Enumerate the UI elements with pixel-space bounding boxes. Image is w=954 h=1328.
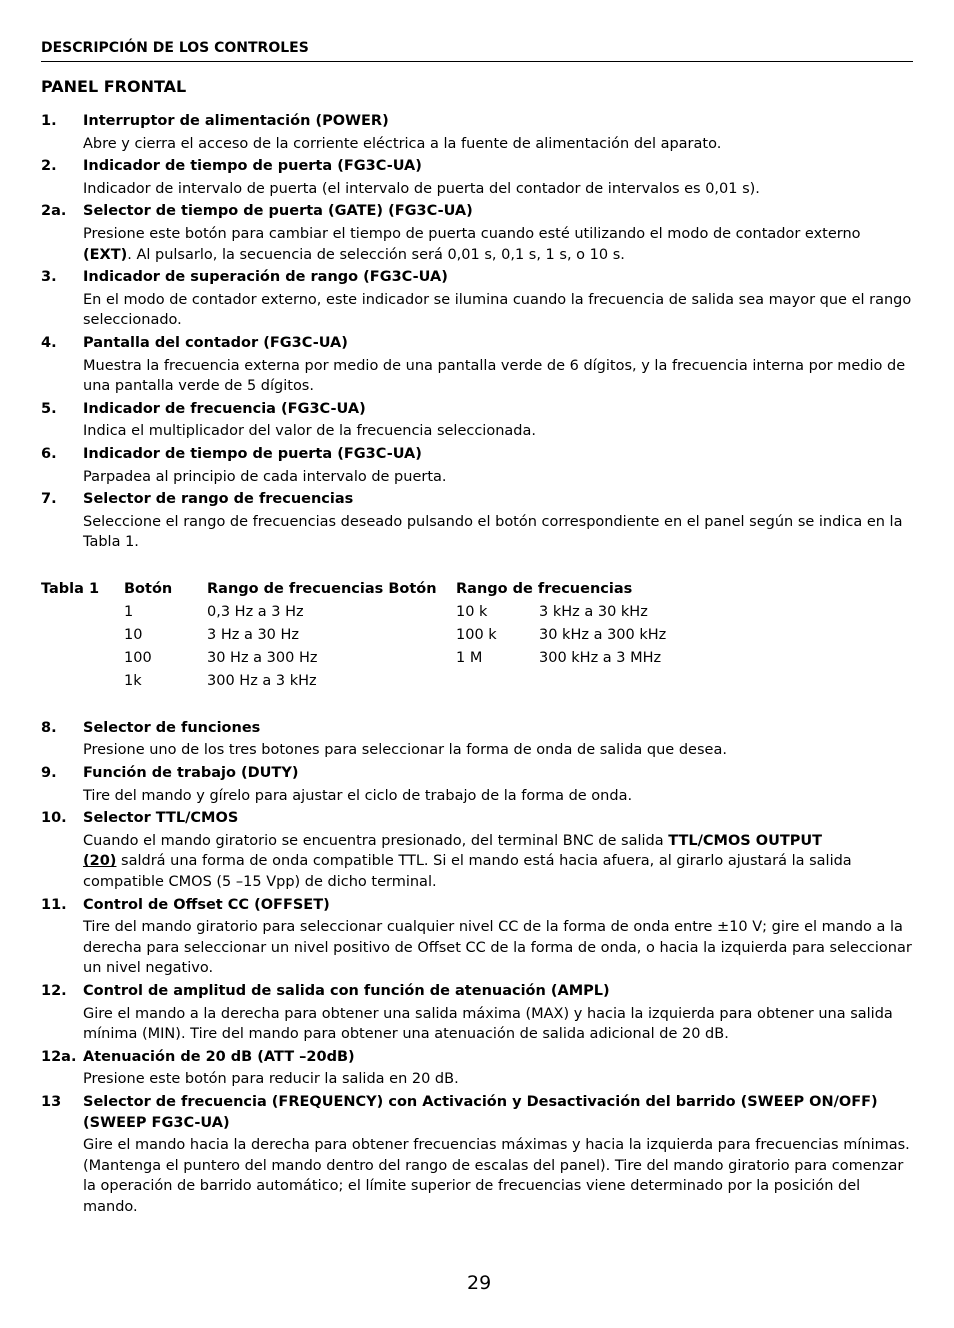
list-item-10 [41,808,913,894]
list-item-12a [41,1047,913,1092]
table-cell: 30 kHz a 300 kHz [539,626,667,643]
item-heading: Interruptor de alimentación (POWER) [83,113,389,129]
item-number: 2a. [41,203,67,220]
table-cell: 300 kHz a 3 MHz [539,649,662,666]
page-number: 29 [467,1272,492,1294]
desc-bold-text: (EXT) [83,246,128,263]
item-description: Abre y cierra el acceso de la corriente eléctrica a la fuente de alimentación del aparato. [83,135,722,152]
item-heading: Control de Offset CC (OFFSET) [83,896,330,913]
table-cell: 3 Hz a 30 Hz [207,626,300,643]
item-number: 7. [41,491,57,508]
desc-reference: (20) [83,853,117,870]
desc-text: . Al pulsarlo, la secuencia de selección será 0,01 s, 0,1 s, 1 s, o 10 s. [127,246,625,263]
table-cell: 1 [124,603,134,620]
item-heading: Pantalla del contador (FG3C-UA) [83,334,348,351]
table-cell: 1 M [456,649,483,666]
item-heading: Selector de rango de frecuencias [83,491,354,508]
list-item-5 [41,399,913,444]
table-header-range: Rango de frecuencias [456,580,633,597]
table-cell: 100 [124,649,152,666]
desc-text: saldrá una forma de onda compatible TTL. Si el mando está hacia afuera, al girarlo ajustará la salida compatible CMOS (5 –15 Vpp) de dicho terminal. [83,853,852,891]
item-number: 11. [41,896,67,913]
desc-bold-text: TTL/CMOS OUTPUT [668,832,823,849]
desc-text: Presione este botón para cambiar el tiempo de puerta cuando esté utilizando el modo de contador externo [83,225,861,242]
list-item-2 [41,156,913,201]
table-header-button: Botón [124,580,173,597]
item-heading: Indicador de superación de rango (FG3C-UA) [83,269,448,286]
list-item-13 [41,1092,913,1220]
list-item-8 [41,718,913,763]
table-cell: 300 Hz a 3 kHz [207,672,317,689]
list-item-1 [41,111,913,156]
item-description: Tire del mando giratorio para seleccionar cualquier nivel CC de la forma de onda entre ±10 V; gire el mando a la derecha para seleccionar un nivel positivo de Offset CC de la forma de onda, o hacia la izquierda para seleccionar un nivel negativo. [83,919,912,977]
item-number: 4. [41,334,57,351]
item-number: 8. [41,719,57,736]
item-description: Gire el mando hacia la derecha para obtener frecuencias máximas y hacia la izquierda para frecuencias mínimas. (Mantenga el puntero del mando dentro del rango de escalas del panel). Tire del mando giratorio para comenzar la operación de barrido automático; el límite superior de frecuencias viene determinado por la posición del mando. [83,1137,910,1215]
list-item-6 [41,444,913,489]
item-description: Muestra la frecuencia externa por medio de una pantalla verde de 6 dígitos, y la frecuencia interna por medio de una pantalla verde de 5 dígitos. [83,357,906,395]
item-number: 1. [41,113,57,129]
item-number: 6. [41,445,57,462]
item-description [83,222,913,267]
item-number: 10. [41,810,67,827]
item-heading: Selector de frecuencia (FREQUENCY) con Activación y Desactivación del barrido (SWEEP ON/OFF) (SWEEP FG3C-UA) [83,1093,878,1131]
item-heading: Selector de funciones [83,719,261,736]
list-item-2a [41,201,913,267]
item-description: Seleccione el rango de frecuencias deseado pulsando el botón correspondiente en el panel según se indica en la Tabla 1. [83,513,903,551]
table-cell: 0,3 Hz a 3 Hz [207,603,304,620]
section-header: DESCRIPCIÓN DE LOS CONTROLES [41,39,913,62]
item-heading: Control de amplitud de salida con función de atenuación (AMPL) [83,983,610,999]
list-item-11 [41,895,913,981]
controls-list [41,111,913,1220]
item-heading: Selector TTL/CMOS [83,810,239,827]
desc-text: Cuando el mando giratorio se encuentra presionado, del terminal BNC de salida [83,832,669,849]
item-number: 3. [41,269,57,286]
table-cell: 3 kHz a 30 kHz [539,603,648,620]
item-description: En el modo de contador externo, este indicador se ilumina cuando la frecuencia de salida sea mayor que el rango seleccionado. [83,291,912,329]
list-item-3 [41,267,913,333]
table-cell: 1k [124,672,142,689]
item-heading: Selector de tiempo de puerta (GATE) (FG3C-UA) [83,203,473,220]
panel-title: PANEL FRONTAL [41,77,187,96]
item-number: 5. [41,400,57,417]
item-description: Presione este botón para reducir la salida en 20 dB. [83,1071,459,1088]
table-label: Tabla 1 [41,580,100,597]
item-description: Gire el mando a la derecha para obtener una salida máxima (MAX) y hacia la izquierda para obtener una salida mínima (MIN). Tire del mando para obtener una atenuación de salida adicional de 20 dB. [83,1005,893,1043]
table-cell: 100 k [456,626,497,643]
frequency-range-table [41,579,913,694]
item-heading: Indicador de tiempo de puerta (FG3C-UA) [83,158,422,175]
table-header-range-button: Rango de frecuencias Botón [207,580,437,597]
item-description: Parpadea al principio de cada intervalo de puerta. [83,468,447,485]
item-number: 12a. [41,1048,77,1065]
item-heading: Función de trabajo (DUTY) [83,765,299,782]
list-item-7 [41,489,913,555]
item-description: Indicador de intervalo de puerta (el intervalo de puerta del contador de intervalos es 0,01 s). [83,180,760,197]
item-number: 2. [41,158,57,175]
item-description: Presione uno de los tres botones para seleccionar la forma de onda de salida que desea. [83,742,727,759]
item-number: 13 [41,1093,62,1110]
table-cell: 30 Hz a 300 Hz [207,649,318,666]
item-heading: Atenuación de 20 dB (ATT –20dB) [83,1048,355,1065]
item-number: 12. [41,983,67,999]
item-description: Indica el multiplicador del valor de la frecuencia seleccionada. [83,423,536,440]
table-cell: 10 [124,626,143,643]
item-number: 9. [41,765,57,782]
item-description [83,829,913,895]
list-item-4 [41,333,913,399]
item-heading: Indicador de frecuencia (FG3C-UA) [83,400,366,417]
item-description: Tire del mando y gírelo para ajustar el ciclo de trabajo de la forma de onda. [83,787,633,804]
list-item-12 [41,981,913,1047]
table-cell: 10 k [456,603,488,620]
list-item-9 [41,763,913,808]
item-heading: Indicador de tiempo de puerta (FG3C-UA) [83,445,422,462]
